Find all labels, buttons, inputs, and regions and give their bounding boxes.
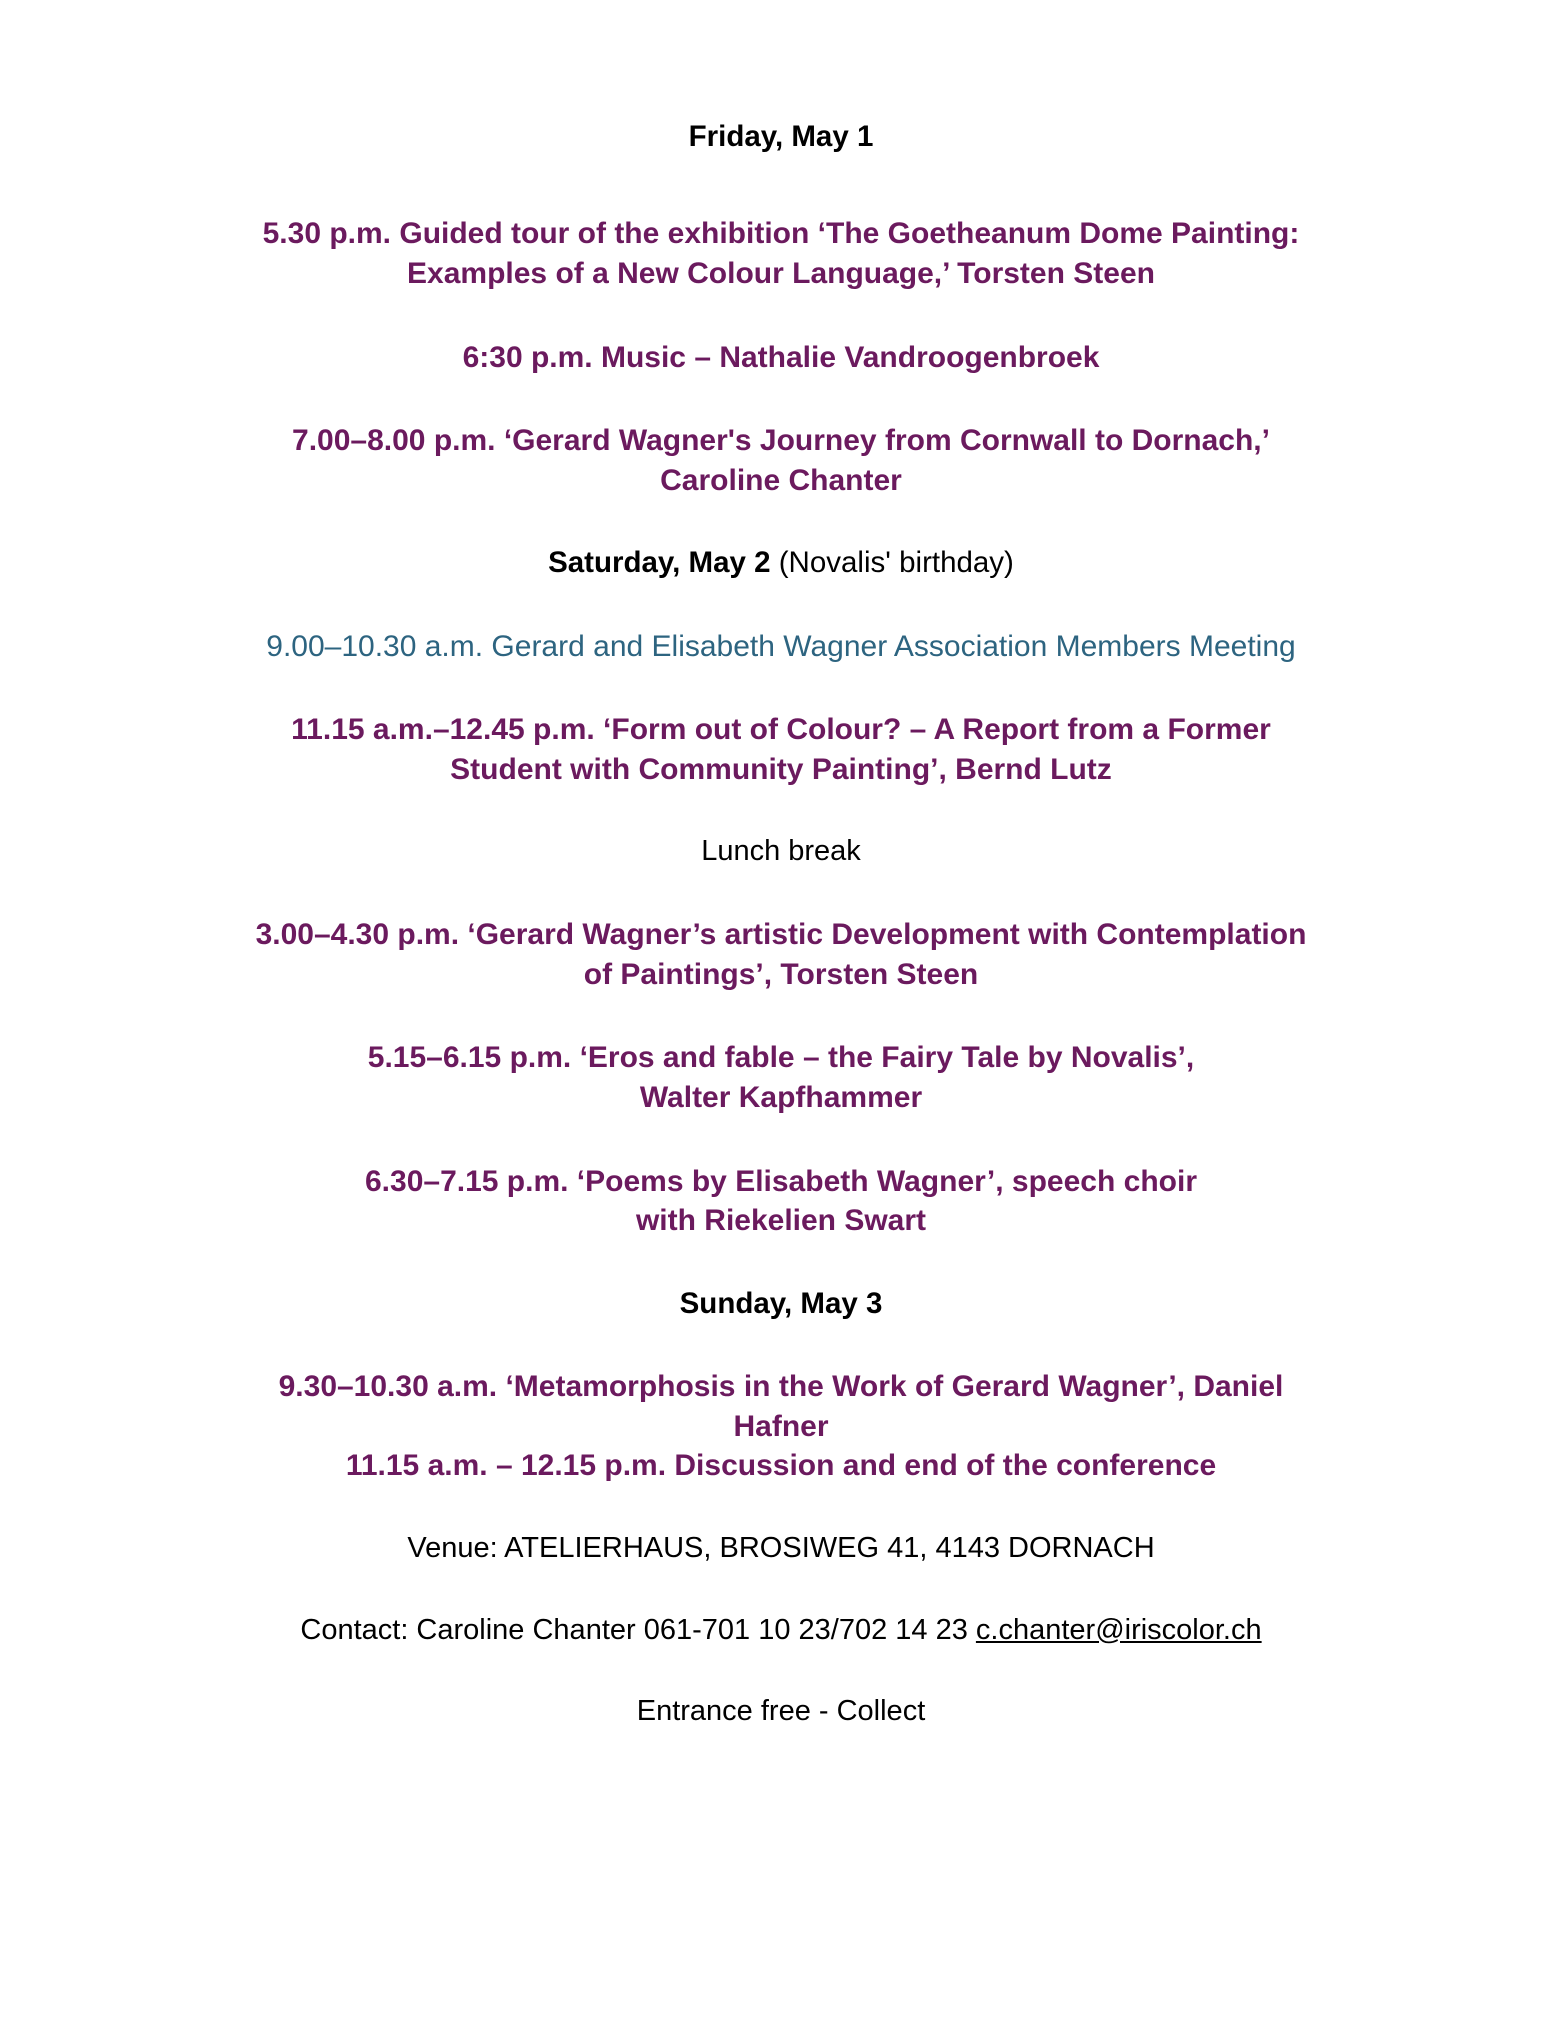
entry-line: with Riekelien Swart xyxy=(635,1204,927,1238)
spacer xyxy=(160,1323,1402,1367)
entry-line: of Paintings’, Torsten Steen xyxy=(583,957,979,991)
entry-friday-2 xyxy=(160,338,1402,378)
spacer xyxy=(160,871,1402,915)
spacer xyxy=(160,377,1402,421)
entry-line: 9.00–10.30 a.m. Gerard and Elisabeth Wagner Association Members Meeting xyxy=(266,629,1296,663)
entrance-text: Entrance free - Collect xyxy=(636,1695,926,1728)
entry-line: 5.15–6.15 p.m. ‘Eros and fable – the Fairy Tale by Novalis’, xyxy=(367,1041,1195,1075)
spacer xyxy=(160,789,1402,833)
day-heading-saturday-note: (Novalis' birthday) xyxy=(770,546,1014,580)
venue-text: Venue: ATELIERHAUS, BROSIWEG 41, 4143 DORNACH xyxy=(407,1531,1155,1564)
entry-line: Walter Kapfhammer xyxy=(639,1080,923,1114)
entry-saturday-1 xyxy=(160,627,1402,667)
spacer xyxy=(160,500,1402,544)
spacer xyxy=(160,156,1402,214)
entry-friday-3 xyxy=(160,421,1402,500)
entry-line: Hafner xyxy=(733,1409,829,1443)
entry-line: Examples of a New Colour Language,’ Torsten Steen xyxy=(407,256,1155,290)
entry-saturday-3 xyxy=(160,915,1402,994)
entrance-line xyxy=(160,1693,1402,1731)
entry-line: 5.30 p.m. Guided tour of the exhibition ‘The Goetheanum Dome Painting: xyxy=(262,217,1300,251)
spacer xyxy=(160,666,1402,710)
spacer xyxy=(160,1241,1402,1285)
day-heading-sunday xyxy=(160,1285,1402,1323)
entry-friday-1 xyxy=(160,214,1402,293)
spacer xyxy=(160,994,1402,1038)
venue-line xyxy=(160,1530,1402,1568)
spacer xyxy=(160,1649,1402,1693)
entry-line: Lunch break xyxy=(701,835,861,868)
entry-line: Student with Community Painting’, Bernd Lutz xyxy=(450,752,1112,786)
day-heading-saturday xyxy=(160,544,1402,582)
day-heading-sunday-text: Sunday, May 3 xyxy=(679,1286,883,1320)
contact-line xyxy=(160,1612,1402,1650)
spacer xyxy=(160,294,1402,338)
entry-saturday-lunch xyxy=(160,833,1402,871)
day-heading-friday-text: Friday, May 1 xyxy=(688,120,874,153)
spacer xyxy=(160,583,1402,627)
spacer xyxy=(160,1486,1402,1530)
day-heading-saturday-text: Saturday, May 2 xyxy=(548,546,771,580)
spacer xyxy=(160,1568,1402,1612)
entry-saturday-2 xyxy=(160,710,1402,789)
entry-line: 6.30–7.15 p.m. ‘Poems by Elisabeth Wagner’, speech choir xyxy=(365,1164,1197,1198)
entry-sunday-1 xyxy=(160,1367,1402,1486)
day-heading-friday xyxy=(160,118,1402,156)
contact-text: Contact: Caroline Chanter 061-701 10 23/702 14 23 xyxy=(300,1613,976,1646)
entry-line: 6:30 p.m. Music – Nathalie Vandroogenbroek xyxy=(462,340,1100,374)
entry-line: 9.30–10.30 a.m. ‘Metamorphosis in the Work of Gerard Wagner’, Daniel xyxy=(278,1370,1284,1404)
entry-line: Caroline Chanter xyxy=(660,463,902,497)
contact-email-link[interactable]: c.chanter@iriscolor.ch xyxy=(975,1613,1262,1646)
spacer xyxy=(160,1118,1402,1162)
entry-saturday-4 xyxy=(160,1038,1402,1117)
entry-saturday-5 xyxy=(160,1162,1402,1241)
entry-line: 11.15 a.m.–12.45 p.m. ‘Form out of Colour? – A Report from a Former xyxy=(291,713,1271,747)
entry-line: 3.00–4.30 p.m. ‘Gerard Wagner’s artistic Development with Contemplation xyxy=(255,918,1307,952)
entry-line: 11.15 a.m. – 12.15 p.m. Discussion and end of the conference xyxy=(345,1449,1217,1483)
entry-line: 7.00–8.00 p.m. ‘Gerard Wagner's Journey from Cornwall to Dornach,’ xyxy=(292,424,1270,458)
